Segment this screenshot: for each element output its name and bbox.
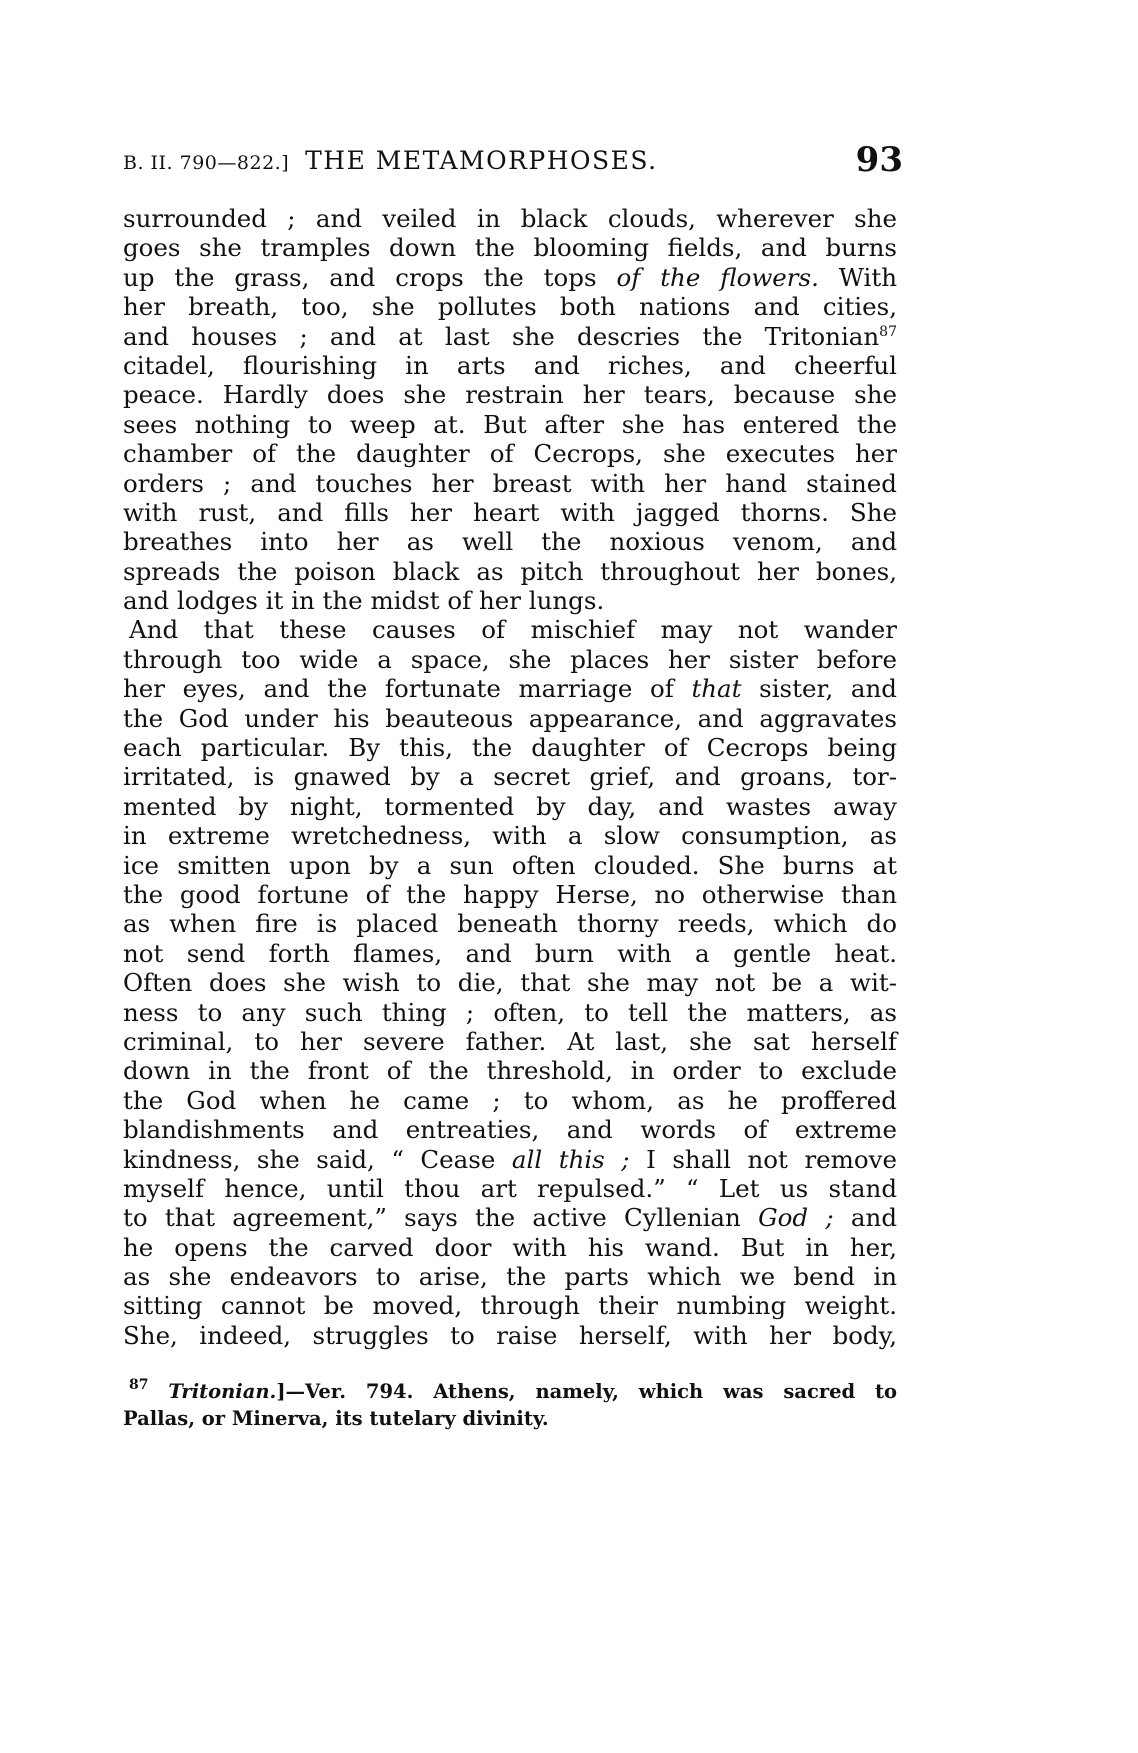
text-line: [123, 1203, 897, 1232]
text-line: [123, 674, 897, 703]
text-line: [123, 557, 897, 586]
book-title: THE METAMORPHOSES.: [305, 146, 658, 175]
text-segment: and houses ; and at last she descries the Tritonian: [123, 321, 880, 351]
text-line: [123, 292, 897, 321]
text-segment: not send forth flames, and burn with a gentle heat.: [123, 938, 897, 968]
text-segment: breathes into her as well the noxious venom, and: [123, 527, 897, 557]
text-line: [123, 351, 897, 380]
text-segment: in extreme wretchedness, with a slow consumption, as: [123, 821, 897, 851]
book-reference: B. II. 790—822.]: [123, 152, 290, 174]
text-line: [123, 1233, 897, 1262]
text-segment: the good fortune of the happy Herse, no otherwise than: [123, 879, 897, 909]
text-line: [123, 792, 897, 821]
text-segment: orders ; and touches her breast with her hand stained: [123, 468, 897, 498]
text-segment: citadel, flourishing in arts and riches, and cheerful: [123, 350, 897, 380]
text-segment: as when fire is placed beneath thorny reeds, which do: [123, 909, 897, 939]
text-segment: spreads the poison black as pitch throughout her bones,: [123, 556, 897, 586]
text-segment: sees nothing to weep at. But after she has entered the: [123, 409, 897, 439]
footnotes: [123, 1378, 897, 1432]
text-segment: ]—Ver. 794. Athens, namely, which was sacred to: [276, 1380, 897, 1403]
text-line: [123, 380, 897, 409]
italic-text: Tritonian.: [168, 1380, 277, 1403]
text-line: [123, 204, 897, 233]
italic-text: all this ;: [511, 1144, 630, 1174]
text-line: [123, 439, 897, 468]
text-line: [123, 1321, 897, 1350]
text-line: [123, 1027, 897, 1056]
text-segment: [148, 1380, 168, 1403]
text-segment: I shall not remove: [629, 1144, 897, 1174]
text-segment: She, indeed, struggles to raise herself, with her body,: [123, 1320, 897, 1350]
text-segment: blandishments and entreaties, and words of extreme: [123, 1115, 897, 1145]
text-segment: criminal, to her severe father. At last, she sat herself: [123, 1026, 897, 1056]
text-line: [123, 704, 897, 733]
main-text: [123, 204, 897, 1350]
text-segment: kindness, she said, “ Cease: [123, 1144, 512, 1174]
text-line: [123, 880, 897, 909]
running-header: [123, 140, 903, 180]
text-line: [123, 645, 897, 674]
italic-text: God ;: [758, 1203, 834, 1233]
text-line: [123, 939, 897, 968]
text-segment: down in the front of the threshold, in order to exclude: [123, 1056, 897, 1086]
text-segment: Often does she wish to die, that she may not be a wit-: [123, 968, 897, 998]
text-segment: through too wide a space, she places her sister before: [123, 644, 897, 674]
text-line: [123, 821, 897, 850]
text-segment: And that these causes of mischief may not wander: [129, 615, 897, 645]
text-line: [123, 527, 897, 556]
text-segment: and: [833, 1203, 898, 1233]
text-line: [123, 615, 897, 644]
text-segment: goes she tramples down the blooming fields, and burns: [123, 233, 897, 263]
text-segment: he opens the carved door with his wand. But in her,: [123, 1232, 897, 1262]
text-segment: ness to any such thing ; often, to tell the matters, as: [123, 997, 897, 1027]
text-segment: with rust, and fills her heart with jagged thorns. She: [123, 497, 897, 527]
text-segment: up the grass, and crops the tops: [123, 262, 617, 292]
text-line: [123, 851, 897, 880]
text-segment: and lodges it in the midst of her lungs.: [123, 586, 605, 616]
text-line: [123, 762, 897, 791]
text-segment: peace. Hardly does she restrain her tears, because she: [123, 380, 897, 410]
running-head-text: [123, 146, 658, 175]
text-segment: With: [818, 262, 898, 292]
text-line: [123, 1145, 897, 1174]
text-line: [123, 263, 897, 292]
text-line: [123, 1056, 897, 1085]
text-segment: her eyes, and the fortunate marriage of: [123, 674, 692, 704]
text-line: [123, 1291, 897, 1320]
text-line: [123, 322, 897, 351]
text-segment: mented by night, tormented by day, and wastes away: [123, 791, 897, 821]
text-segment: the God when he came ; to whom, as he proffered: [123, 1085, 897, 1115]
text-segment: to that agreement,” says the active Cyllenian: [123, 1203, 759, 1233]
italic-text: that: [691, 674, 742, 704]
italic-text: of the flowers.: [616, 262, 819, 292]
footnote-line: [123, 1378, 897, 1405]
text-line: [123, 586, 897, 615]
text-segment: ice smitten upon by a sun often clouded. She burns at: [123, 850, 897, 880]
text-segment: Pallas, or Minerva, its tutelary divinity.: [123, 1407, 549, 1430]
text-line: [123, 998, 897, 1027]
text-segment: sister, and: [741, 674, 897, 704]
text-segment: myself hence, until thou art repulsed.” “ Let us stand: [123, 1173, 897, 1203]
footnote-reference: 87: [129, 1377, 149, 1393]
text-segment: as she endeavors to arise, the parts which we bend in: [123, 1262, 897, 1292]
text-line: [123, 1262, 897, 1291]
text-line: [123, 968, 897, 997]
text-line: [123, 733, 897, 762]
footnote-reference: 87: [879, 323, 897, 340]
text-segment: each particular. By this, the daughter of Cecrops being: [123, 733, 897, 763]
text-line: [123, 469, 897, 498]
text-line: [123, 233, 897, 262]
text-line: [123, 1174, 897, 1203]
text-line: [123, 498, 897, 527]
text-segment: surrounded ; and veiled in black clouds, wherever she: [123, 204, 897, 233]
page-number: 93: [855, 140, 903, 180]
text-line: [123, 1086, 897, 1115]
text-segment: her breath, too, she pollutes both nations and cities,: [123, 292, 897, 322]
text-line: [123, 909, 897, 938]
text-segment: the God under his beauteous appearance, and aggravates: [123, 703, 897, 733]
text-line: [123, 410, 897, 439]
text-segment: sitting cannot be moved, through their numbing weight.: [123, 1291, 897, 1321]
text-segment: irritated, is gnawed by a secret grief, and groans, tor-: [123, 762, 897, 792]
text-segment: chamber of the daughter of Cecrops, she executes her: [123, 439, 897, 469]
text-line: [123, 1115, 897, 1144]
footnote-line: [123, 1405, 897, 1432]
